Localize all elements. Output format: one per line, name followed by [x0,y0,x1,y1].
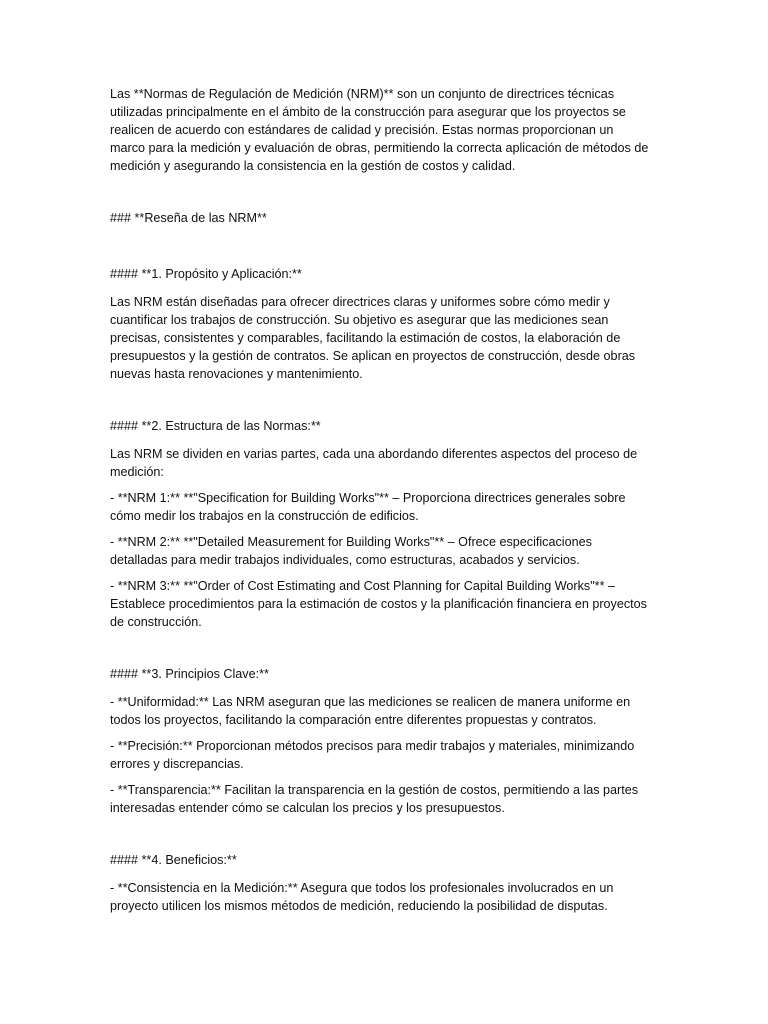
section-2-item-nrm1: - **NRM 1:** **"Specification for Building Works"** – Proporciona directrices generales sobre cómo medir los trabajos en la construcción de edificios. [110,491,626,523]
section-3-item-uniformidad: - **Uniformidad:** Las NRM aseguran que las mediciones se realicen de manera uniforme en todos los proyectos, facilitando la comparación entre diferentes propuestas y contratos. [110,695,631,727]
intro-paragraph: Las **Normas de Regulación de Medición (NRM)** son un conjunto de directrices técnicas utilizadas principalmente en el ámbito de la construcción para asegurar que los proyectos se realicen de acuerdo con estándares de calidad y precisión. Estas normas proporcionan un marco para la medición y evaluación de obras, permitiendo la correcta aplicación de métodos de medición y asegurando la consistencia en la gestión de costos y calidad. [110,87,649,173]
section-4-heading: #### **4. Beneficios:** [110,853,237,867]
document-page [110,85,650,923]
section-1-body: Las NRM están diseñadas para ofrecer directrices claras y uniformes sobre cómo medir y cuantificar los trabajos de construcción. Su objetivo es asegurar que las mediciones sean precisas, consistentes y comparables, facilitando la estimación de costos, la elaboración de presupuestos y la gestión de contratos. Se aplican en proyectos de construcción, desde obras nuevas hasta renovaciones y mantenimiento. [110,295,636,381]
section-3-item-transparencia: - **Transparencia:** Facilitan la transparencia en la gestión de costos, permitiendo a las partes interesadas entender cómo se calculan los precios y los presupuestos. [110,783,639,815]
section-1-heading: #### **1. Propósito y Aplicación:** [110,267,302,281]
main-heading: ### **Reseña de las NRM** [110,211,267,225]
section-4-item-consistencia: - **Consistencia en la Medición:** Asegura que todos los profesionales involucrados en un proyecto utilicen los mismos métodos de medición, reduciendo la posibilidad de disputas. [110,881,614,913]
section-3-heading: #### **3. Principios Clave:** [110,667,269,681]
section-2-item-nrm2: - **NRM 2:** **"Detailed Measurement for Building Works"** – Ofrece especificaciones detalladas para medir trabajos individuales, como estructuras, acabados y servicios. [110,535,592,567]
section-2-heading: #### **2. Estructura de las Normas:** [110,419,321,433]
section-3-item-precision: - **Precisión:** Proporcionan métodos precisos para medir trabajos y materiales, minimizando errores y discrepancias. [110,739,635,771]
section-2-item-nrm3: - **NRM 3:** **"Order of Cost Estimating and Cost Planning for Capital Building Works"** – Establece procedimientos para la estimación de costos y la planificación financiera en proyectos de construcción. [110,579,647,629]
section-2-body: Las NRM se dividen en varias partes, cada una abordando diferentes aspectos del proceso de medición: [110,447,638,479]
